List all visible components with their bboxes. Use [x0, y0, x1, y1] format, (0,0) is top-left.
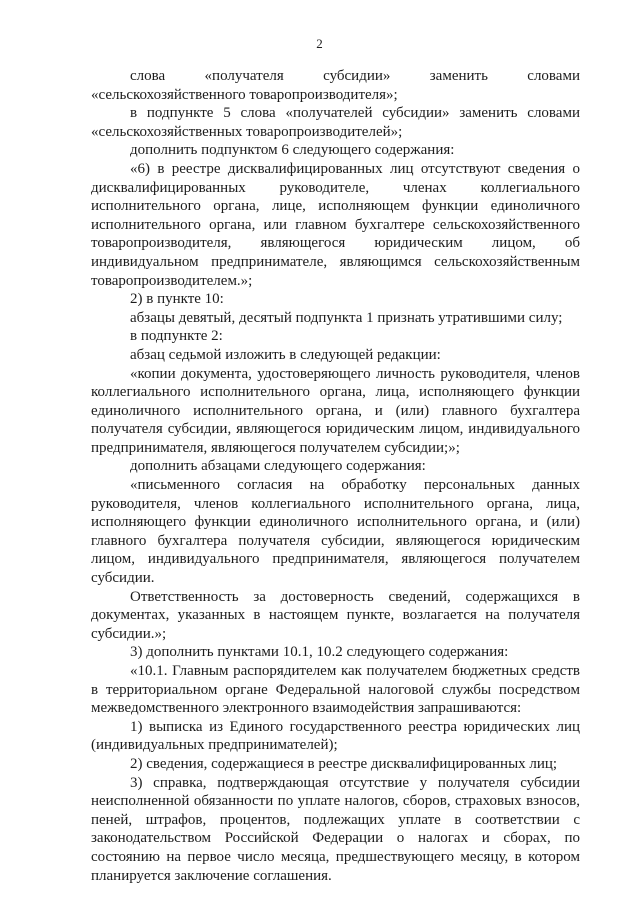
paragraph: «письменного согласия на обработку персональных данных руководителя, членов коллегиального исполнительного органа, лица, исполняющего функции единоличного исполнительного органа, и (или) главного бухгалтера получателя субсидии, являющегося юридическим лицом, индивидуального предпринимателя, являющегося получателем субсидии.: [91, 477, 580, 587]
document-body: [91, 67, 580, 885]
paragraph: в подпункте 5 слова «получателей субсидии» заменить словами «сельскохозяйственных товаропроизводителей»;: [91, 105, 580, 140]
paragraph: дополнить абзацами следующего содержания:: [130, 458, 426, 475]
paragraph: 1) выписка из Единого государственного реестра юридических лиц (индивидуальных предпринимателей);: [91, 718, 580, 754]
paragraph: абзац седьмой изложить в следующей редакции:: [130, 346, 441, 363]
paragraph: 3) дополнить пунктами 10.1, 10.2 следующего содержания:: [130, 644, 509, 661]
paragraph: 3) справка, подтверждающая отсутствие у получателя субсидии неисполненной обязанности по уплате налогов, сборов, страховых взносов, пеней, штрафов, процентов, подлежащих уплате в соответствии с законодательством Российской Федерации о налогах и сборах, по состоянию на первое число месяца, предшествующего месяцу, в котором планируется заключение соглашения.: [91, 774, 580, 884]
paragraph: 2) в пункте 10:: [130, 291, 224, 308]
paragraph: Ответственность за достоверность сведений, содержащихся в документах, указанных в настоящем пункте, возлагается на получателя субсидии.»;: [91, 588, 580, 642]
paragraph: «копии документа, удостоверяющего личность руководителя, членов коллегиального исполнительного органа, лица, исполняющего функции единоличного исполнительного органа, и (или) главного бухгалтера получателя субсидии, являющегося юридическим лицом, индивидуального предпринимателя, являющегося получателем субсидии;»;: [91, 365, 580, 456]
paragraph: «6) в реестре дисквалифицированных лиц отсутствуют сведения о дисквалифицированных руководителе, членах коллегиального исполнительного органа, лице, исполняющем функции единоличного исполнительного органа, или главном бухгалтере сельскохозяйственного товаропроизводителя, являющегося юридическим лицом, об индивидуальном предпринимателе, являющимся сельскохозяйственным товаропроизводителем.»;: [91, 160, 580, 289]
page-number: 2: [316, 36, 323, 51]
paragraph: абзацы девятый, десятый подпункта 1 признать утратившими силу;: [130, 309, 563, 326]
paragraph: 2) сведения, содержащиеся в реестре дисквалифицированных лиц;: [130, 755, 558, 772]
paragraph: слова «получателя субсидии» заменить словами «сельскохозяйственного товаропроизводителя»;: [91, 68, 580, 103]
paragraph: дополнить подпунктом 6 следующего содержания:: [130, 142, 455, 159]
paragraph: в подпункте 2:: [130, 328, 223, 345]
paragraph: «10.1. Главным распорядителем как получателем бюджетных средств в территориальном органе Федеральной налоговой службы посредством межведомственного электронного взаимодействия запрашиваются:: [91, 663, 580, 717]
